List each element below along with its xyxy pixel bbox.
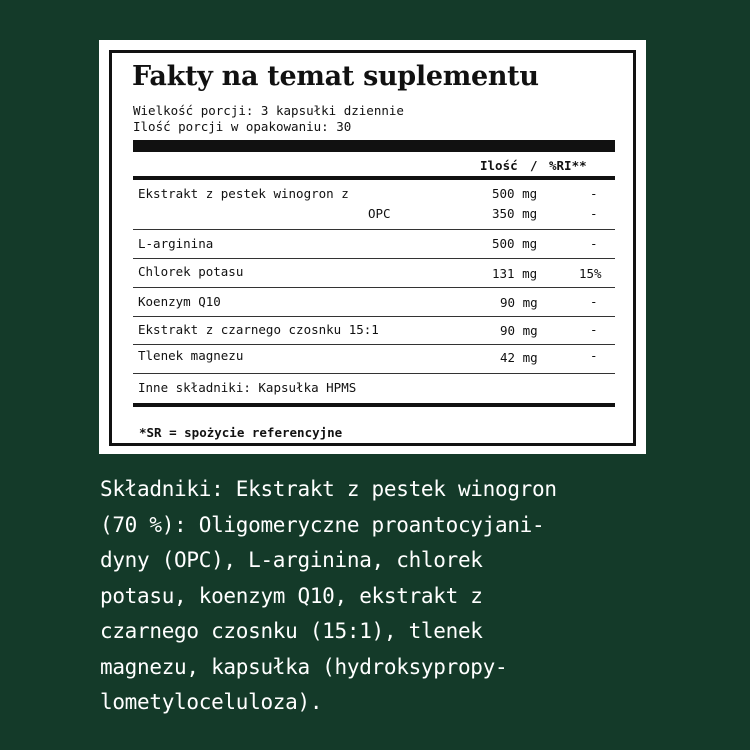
servings-per-container: Ilość porcji w opakowaniu: 30 — [133, 119, 352, 134]
supplement-facts-frame — [109, 50, 636, 446]
nutrient-amount: 90 mg — [500, 323, 538, 338]
divider-footer — [133, 403, 615, 407]
nutrient-ri: 15% — [579, 266, 602, 281]
nutrient-name: Chlorek potasu — [138, 264, 244, 279]
nutrient-row-black-garlic — [133, 317, 615, 345]
nutrient-subname: OPC — [368, 206, 391, 221]
ingredients-line: (70 %): Oligomeryczne proantocyjani- — [100, 512, 545, 537]
header-amount: Ilość — [480, 158, 518, 173]
nutrient-row-potassium — [133, 259, 615, 288]
nutrient-row-magnesium — [133, 345, 615, 374]
supplement-facts-title: Fakty na temat suplementu — [132, 61, 539, 92]
nutrient-amount: 500 mg — [492, 236, 538, 251]
nutrient-name: Koenzym Q10 — [138, 294, 221, 309]
nutrient-amount: 90 mg — [500, 295, 538, 310]
nutrient-name: Tlenek magnezu — [138, 348, 244, 363]
divider-thick — [133, 140, 615, 152]
nutrient-ri: - — [590, 322, 598, 337]
nutrient-amount: 500 mg — [492, 186, 538, 201]
other-ingredients: Inne składniki: Kapsułka HPMS — [138, 380, 357, 395]
other-ingredients-row — [133, 374, 615, 401]
nutrient-amount: 131 mg — [492, 266, 538, 281]
nutrient-ri: - — [590, 236, 598, 251]
footnote: *SR = spożycie referencyjne — [139, 425, 343, 440]
nutrient-subamount: 350 mg — [492, 206, 538, 221]
ingredients-line: Składniki: Ekstrakt z pestek winogron — [100, 477, 557, 501]
ingredients-line: czarnego czosnku (15:1), tlenek — [100, 619, 483, 643]
ingredients-line: potasu, koenzym Q10, ekstrakt z — [100, 583, 483, 608]
header-ri: %RI** — [549, 158, 587, 173]
nutrient-ri: - — [590, 186, 598, 201]
supplement-facts-panel — [99, 40, 646, 454]
nutrient-amount: 42 mg — [500, 350, 538, 365]
serving-size: Wielkość porcji: 3 kapsułki dziennie — [133, 103, 404, 118]
nutrient-row-coq10 — [133, 288, 615, 317]
nutrient-row-grape-seed — [133, 180, 615, 230]
nutrient-subri: - — [590, 206, 598, 221]
ingredients-text — [100, 472, 660, 721]
nutrient-name: L-arginina — [138, 236, 214, 251]
nutrient-name: Ekstrakt z pestek winogron z — [138, 186, 349, 201]
nutrient-ri: - — [590, 348, 598, 363]
ingredients-line: lometyloceluloza). — [100, 690, 323, 714]
nutrient-name: Ekstrakt z czarnego czosnku 15:1 — [138, 322, 379, 337]
ingredients-line: magnezu, kapsułka (hydroksypropy- — [100, 654, 508, 679]
header-divider: / — [530, 158, 538, 173]
ingredients-line: dyny (OPC), L-arginina, chlorek — [100, 548, 483, 572]
nutrient-row-arginine — [133, 230, 615, 259]
nutrient-ri: - — [590, 294, 598, 309]
